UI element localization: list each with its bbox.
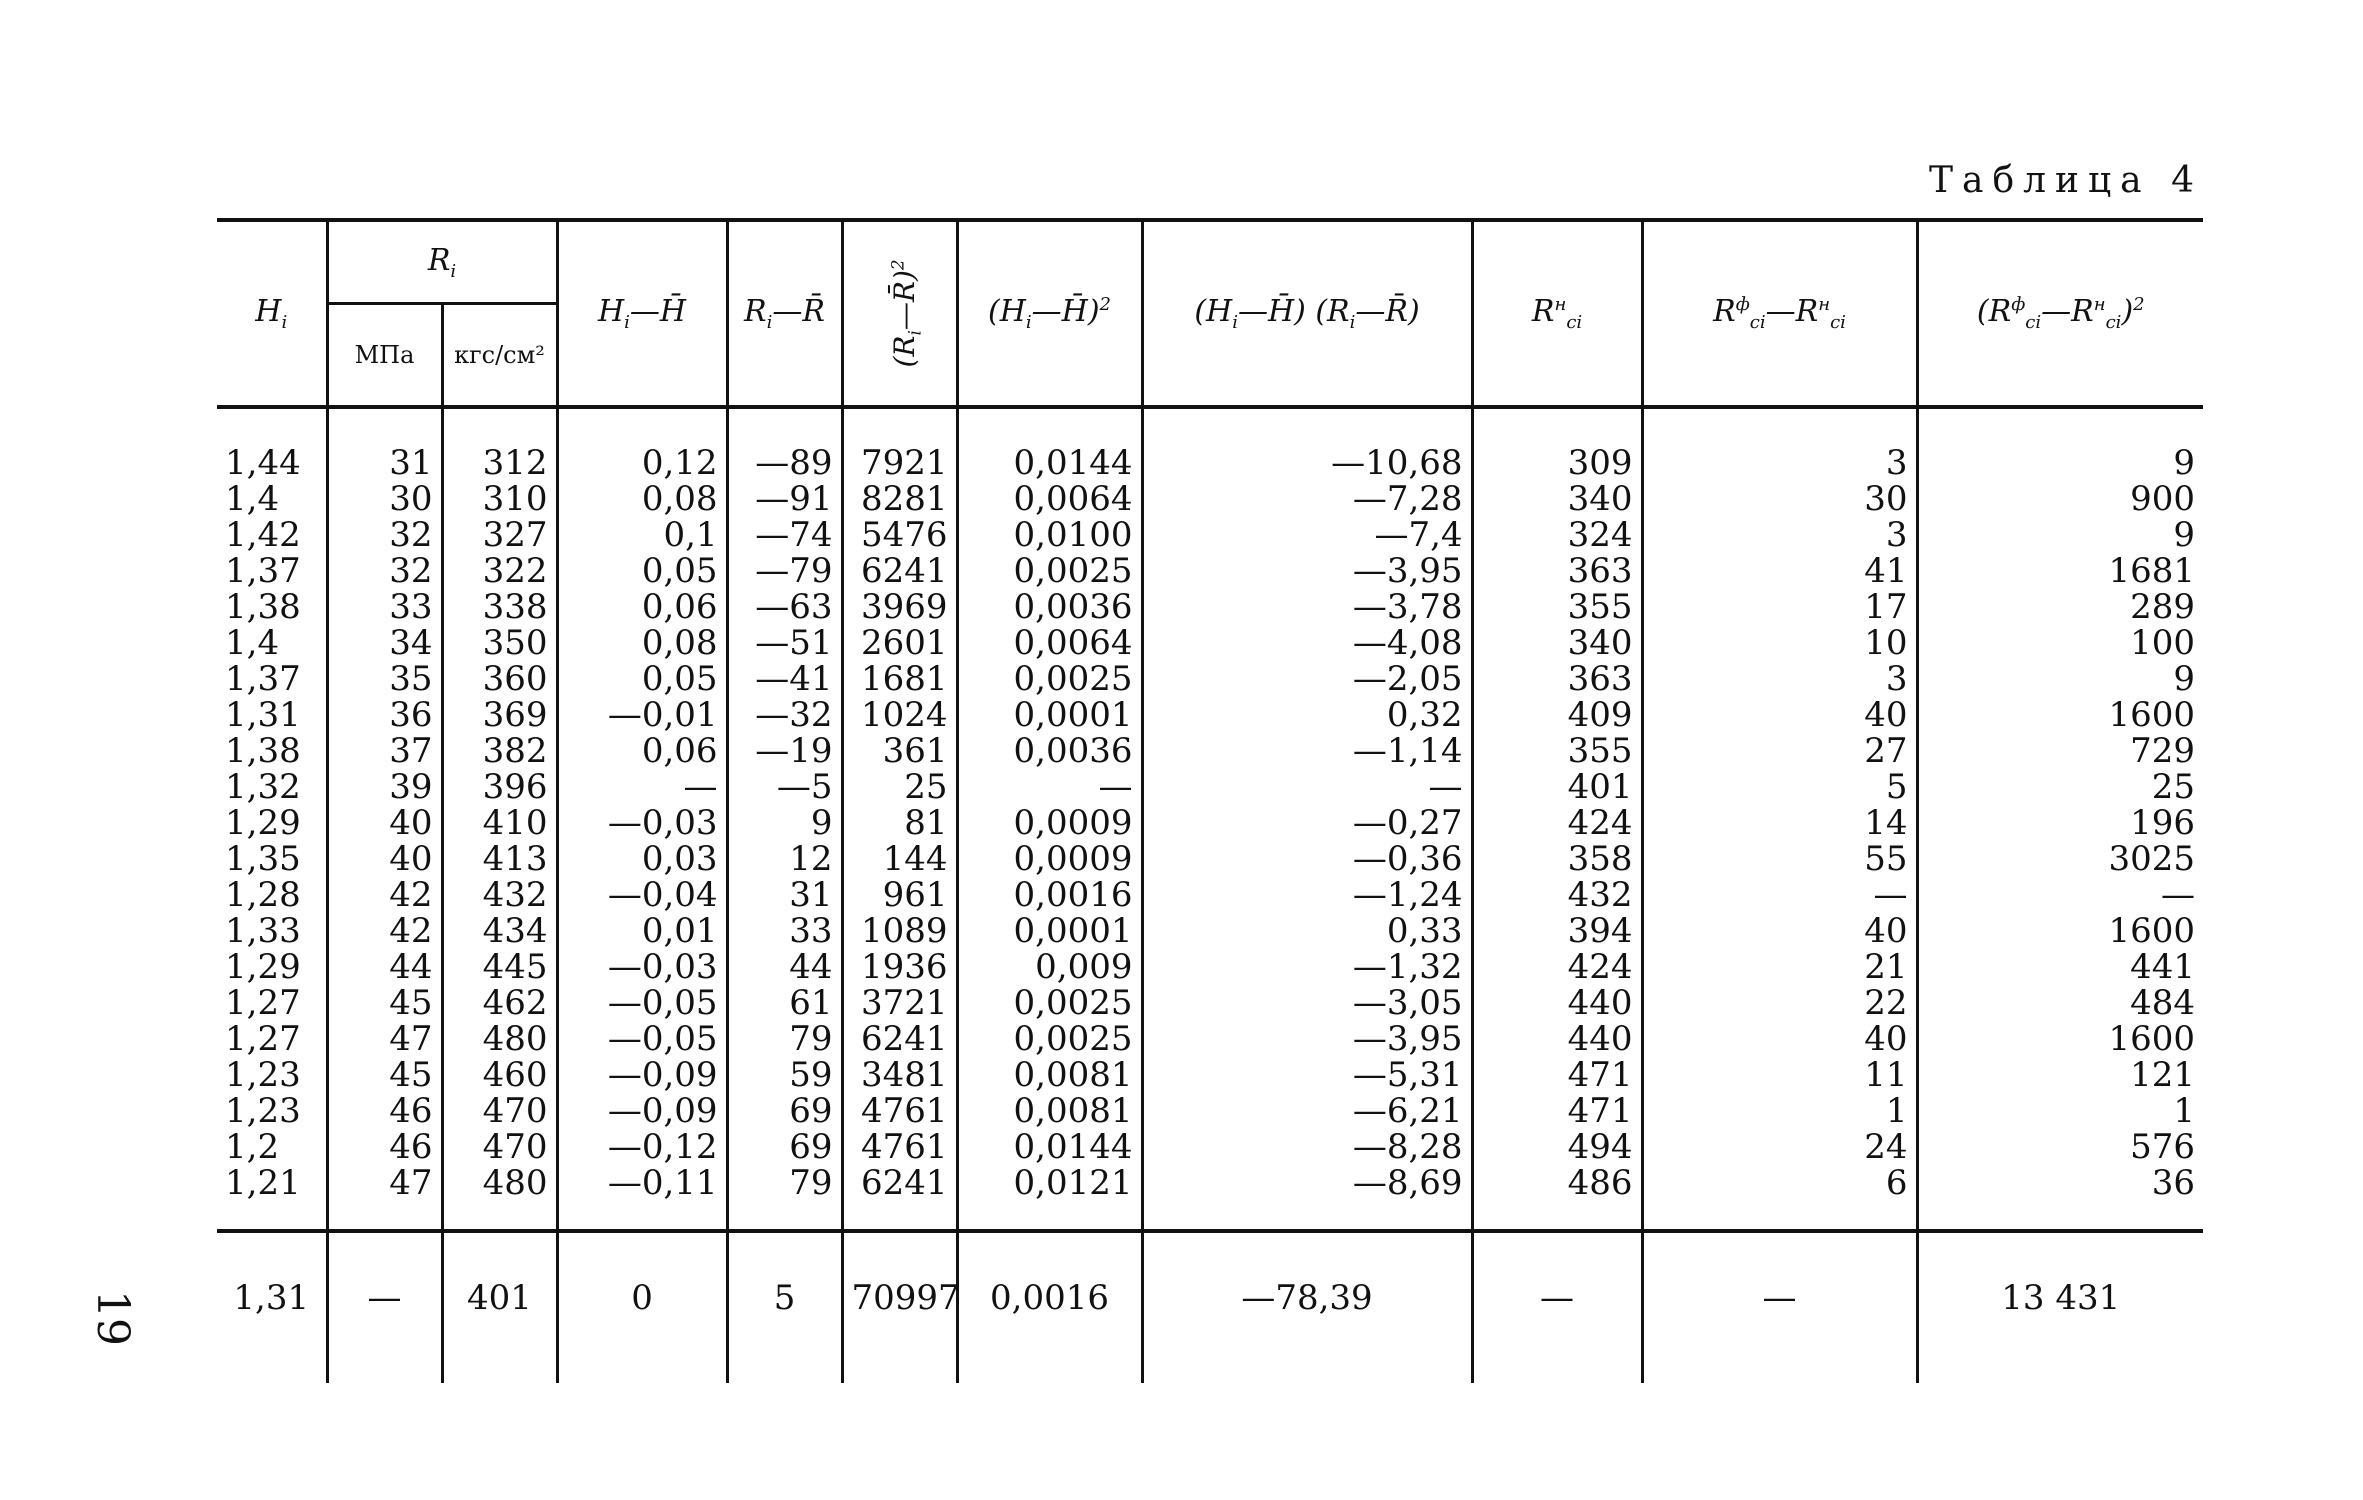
- cell-r-ci: 340: [1472, 625, 1642, 661]
- cell-r-delta: 22: [1642, 985, 1917, 1021]
- table-row: [217, 733, 2203, 769]
- cell-r-mpa: 47: [327, 1021, 442, 1057]
- table-title: Таблица 4: [1929, 160, 2203, 201]
- table-row: [217, 661, 2203, 697]
- cell-h-diff: —0,03: [557, 805, 727, 841]
- cell-h: 1,27: [225, 983, 301, 1023]
- cell-r-kgs: 382: [442, 733, 557, 769]
- cell-r-mpa: 40: [327, 841, 442, 877]
- cell-h: 1,29: [225, 803, 301, 843]
- cell-r-kgs: 312: [442, 407, 557, 481]
- cell-r-delta-sq: 576: [1917, 1129, 2203, 1165]
- cell-r-diff: 61: [727, 985, 842, 1021]
- cell-r-diff: —41: [727, 661, 842, 697]
- cell-r-diff-sq: 961: [842, 877, 957, 913]
- cell-r-delta: 40: [1642, 1021, 1917, 1057]
- cell-r-delta: 6: [1642, 1165, 1917, 1231]
- summary-r-ci: —: [1472, 1231, 1642, 1383]
- cell-r-ci: 340: [1472, 481, 1642, 517]
- cell-r-kgs: 350: [442, 625, 557, 661]
- cell-r-diff: —74: [727, 517, 842, 553]
- summary-h-diff-sq: 0,0016: [957, 1231, 1142, 1383]
- header-r: $R_i$: [327, 220, 557, 304]
- cell-r-diff-sq: 3969: [842, 589, 957, 625]
- table-header: [217, 220, 2203, 407]
- summary-product: —78,39: [1142, 1231, 1472, 1383]
- cell-h: 1,37: [225, 659, 301, 699]
- summary-r-diff-sq: 70997: [842, 1231, 957, 1383]
- cell-r-ci: 358: [1472, 841, 1642, 877]
- cell-h-diff: 0,12: [557, 407, 727, 481]
- data-table: [217, 218, 2203, 1383]
- summary-h: 1,31: [233, 1278, 310, 1318]
- cell-r-kgs: 480: [442, 1165, 557, 1231]
- cell-r-ci: 363: [1472, 553, 1642, 589]
- table-row: [217, 805, 2203, 841]
- summary-h-diff: 0: [557, 1231, 727, 1383]
- cell-h-diff-sq: 0,0121: [957, 1165, 1142, 1231]
- cell-h: 1,38: [225, 731, 301, 771]
- cell-r-ci: 324: [1472, 517, 1642, 553]
- cell-product: —1,24: [1142, 877, 1472, 913]
- cell-h-diff-sq: 0,0009: [957, 841, 1142, 877]
- cell-product: —8,69: [1142, 1165, 1472, 1231]
- cell-r-delta-sq: 1600: [1917, 1021, 2203, 1057]
- cell-h-diff-sq: 0,0036: [957, 589, 1142, 625]
- cell-r-diff: 44: [727, 949, 842, 985]
- cell-r-mpa: 42: [327, 877, 442, 913]
- cell-h-diff-sq: 0,0144: [957, 1129, 1142, 1165]
- cell-r-delta-sq: 196: [1917, 805, 2203, 841]
- cell-r-mpa: 46: [327, 1129, 442, 1165]
- summary-r-mpa: —: [327, 1231, 442, 1383]
- cell-h: 1,29: [225, 947, 301, 987]
- cell-h-diff: —0,11: [557, 1165, 727, 1231]
- cell-r-mpa: 31: [327, 407, 442, 481]
- cell-h-diff: 0,05: [557, 553, 727, 589]
- cell-product: 0,33: [1142, 913, 1472, 949]
- cell-r-diff-sq: 6241: [842, 553, 957, 589]
- cell-h-diff: 0,06: [557, 733, 727, 769]
- cell-h: 1,23: [225, 1055, 301, 1095]
- cell-r-kgs: 369: [442, 697, 557, 733]
- cell-h: 1,37: [225, 551, 301, 591]
- cell-r-mpa: 33: [327, 589, 442, 625]
- table-row: [217, 1129, 2203, 1165]
- table-row: [217, 913, 2203, 949]
- cell-h-diff: 0,05: [557, 661, 727, 697]
- table-summary: [217, 1231, 2203, 1383]
- cell-r-ci: 471: [1472, 1057, 1642, 1093]
- cell-r-diff-sq: 5476: [842, 517, 957, 553]
- cell-r-diff-sq: 4761: [842, 1093, 957, 1129]
- cell-r-delta: 21: [1642, 949, 1917, 985]
- header-h: $H_i$: [255, 294, 288, 333]
- cell-h-diff: 0,06: [557, 589, 727, 625]
- table-row: [217, 517, 2203, 553]
- cell-r-kgs: 432: [442, 877, 557, 913]
- cell-r-diff: 79: [727, 1165, 842, 1231]
- table-row: [217, 481, 2203, 517]
- cell-h-diff: —0,09: [557, 1093, 727, 1129]
- table-row: [217, 841, 2203, 877]
- table-row: [217, 1093, 2203, 1129]
- cell-h: 1,4: [225, 623, 280, 663]
- cell-r-kgs: 434: [442, 913, 557, 949]
- cell-r-delta: 3: [1642, 661, 1917, 697]
- cell-h-diff: 0,01: [557, 913, 727, 949]
- cell-h: 1,27: [225, 1019, 301, 1059]
- cell-h-diff: —0,05: [557, 1021, 727, 1057]
- cell-r-delta-sq: —: [1917, 877, 2203, 913]
- cell-r-mpa: 46: [327, 1093, 442, 1129]
- cell-r-diff: —51: [727, 625, 842, 661]
- cell-r-ci: 424: [1472, 949, 1642, 985]
- cell-r-mpa: 32: [327, 517, 442, 553]
- header-product: $(H_i—H̄)$ $(R_i—R̄)$: [1142, 220, 1472, 407]
- cell-h: 1,2: [225, 1127, 280, 1167]
- cell-product: —0,36: [1142, 841, 1472, 877]
- cell-r-mpa: 45: [327, 1057, 442, 1093]
- data-table-container: [217, 218, 2203, 1383]
- cell-h-diff-sq: 0,0025: [957, 1021, 1142, 1057]
- cell-r-ci: 424: [1472, 805, 1642, 841]
- header-r-delta-sq: $(R^ф_{ci}—R^н_{ci})^2$: [1917, 220, 2203, 407]
- cell-r-kgs: 360: [442, 661, 557, 697]
- table-row: [217, 985, 2203, 1021]
- cell-h-diff-sq: 0,0064: [957, 481, 1142, 517]
- table-row: [217, 407, 2203, 481]
- cell-product: —2,05: [1142, 661, 1472, 697]
- cell-r-delta-sq: 441: [1917, 949, 2203, 985]
- cell-r-mpa: 40: [327, 805, 442, 841]
- cell-product: —: [1142, 769, 1472, 805]
- table-row: [217, 553, 2203, 589]
- cell-r-ci: 432: [1472, 877, 1642, 913]
- cell-r-ci: 394: [1472, 913, 1642, 949]
- cell-h: 1,44: [225, 443, 301, 483]
- cell-h: 1,21: [225, 1163, 301, 1203]
- cell-h-diff: —: [557, 769, 727, 805]
- cell-r-ci: 409: [1472, 697, 1642, 733]
- summary-r-kgs: 401: [442, 1231, 557, 1383]
- cell-h-diff: —0,01: [557, 697, 727, 733]
- cell-r-mpa: 42: [327, 913, 442, 949]
- cell-r-kgs: 396: [442, 769, 557, 805]
- cell-r-kgs: 327: [442, 517, 557, 553]
- cell-h-diff-sq: 0,0025: [957, 985, 1142, 1021]
- cell-r-mpa: 45: [327, 985, 442, 1021]
- cell-r-diff-sq: 1936: [842, 949, 957, 985]
- cell-r-delta-sq: 1600: [1917, 913, 2203, 949]
- cell-product: 0,32: [1142, 697, 1472, 733]
- cell-r-diff: 59: [727, 1057, 842, 1093]
- cell-r-kgs: 310: [442, 481, 557, 517]
- cell-r-diff-sq: 25: [842, 769, 957, 805]
- cell-product: —8,28: [1142, 1129, 1472, 1165]
- cell-r-diff-sq: 3481: [842, 1057, 957, 1093]
- cell-r-delta-sq: 900: [1917, 481, 2203, 517]
- header-h-diff: $H_i—H̄$: [557, 220, 727, 407]
- cell-r-ci: 440: [1472, 985, 1642, 1021]
- cell-h-diff: 0,03: [557, 841, 727, 877]
- cell-r-ci: 309: [1472, 407, 1642, 481]
- cell-r-delta-sq: 729: [1917, 733, 2203, 769]
- cell-h: 1,33: [225, 911, 301, 951]
- cell-h: 1,32: [225, 767, 301, 807]
- cell-product: —3,95: [1142, 553, 1472, 589]
- cell-r-kgs: 413: [442, 841, 557, 877]
- cell-r-delta-sq: 36: [1917, 1165, 2203, 1231]
- table-row: [217, 697, 2203, 733]
- cell-r-delta: 10: [1642, 625, 1917, 661]
- summary-r-delta: —: [1642, 1231, 1917, 1383]
- cell-product: —7,4: [1142, 517, 1472, 553]
- cell-h-diff: 0,08: [557, 481, 727, 517]
- cell-r-diff: 9: [727, 805, 842, 841]
- cell-product: —3,05: [1142, 985, 1472, 1021]
- cell-h-diff-sq: 0,0100: [957, 517, 1142, 553]
- cell-r-diff-sq: 1024: [842, 697, 957, 733]
- cell-h: 1,4: [225, 479, 280, 519]
- cell-product: —6,21: [1142, 1093, 1472, 1129]
- cell-r-delta-sq: 9: [1917, 661, 2203, 697]
- cell-r-delta-sq: 3025: [1917, 841, 2203, 877]
- cell-h: 1,28: [225, 875, 301, 915]
- cell-h-diff: 0,1: [557, 517, 727, 553]
- cell-r-delta-sq: 121: [1917, 1057, 2203, 1093]
- cell-r-delta-sq: 484: [1917, 985, 2203, 1021]
- cell-r-diff: —91: [727, 481, 842, 517]
- cell-r-mpa: 36: [327, 697, 442, 733]
- cell-r-delta-sq: 1: [1917, 1093, 2203, 1129]
- cell-r-diff: —32: [727, 697, 842, 733]
- cell-h-diff-sq: 0,0001: [957, 913, 1142, 949]
- cell-h-diff: —0,12: [557, 1129, 727, 1165]
- cell-h-diff-sq: 0,009: [957, 949, 1142, 985]
- cell-h-diff-sq: 0,0144: [957, 407, 1142, 481]
- cell-r-mpa: 44: [327, 949, 442, 985]
- cell-product: —3,95: [1142, 1021, 1472, 1057]
- table-row: [217, 769, 2203, 805]
- cell-r-diff-sq: 144: [842, 841, 957, 877]
- cell-r-diff: 79: [727, 1021, 842, 1057]
- cell-r-delta: 11: [1642, 1057, 1917, 1093]
- cell-r-ci: 355: [1472, 733, 1642, 769]
- cell-h-diff: —0,05: [557, 985, 727, 1021]
- header-r-ci: $R^н_{ci}$: [1472, 220, 1642, 407]
- cell-r-ci: 471: [1472, 1093, 1642, 1129]
- cell-r-delta: 27: [1642, 733, 1917, 769]
- cell-h: 1,31: [225, 695, 301, 735]
- cell-h-diff-sq: 0,0025: [957, 553, 1142, 589]
- cell-r-ci: 486: [1472, 1165, 1642, 1231]
- cell-r-mpa: 47: [327, 1165, 442, 1231]
- cell-r-delta: 30: [1642, 481, 1917, 517]
- cell-product: —4,08: [1142, 625, 1472, 661]
- cell-r-diff-sq: 1681: [842, 661, 957, 697]
- cell-h: 1,38: [225, 587, 301, 627]
- header-r-mpa: МПа: [327, 304, 442, 408]
- cell-r-delta-sq: 1681: [1917, 553, 2203, 589]
- cell-h-diff-sq: 0,0001: [957, 697, 1142, 733]
- cell-r-kgs: 460: [442, 1057, 557, 1093]
- cell-r-kgs: 410: [442, 805, 557, 841]
- summary-row: [217, 1231, 2203, 1383]
- cell-r-mpa: 35: [327, 661, 442, 697]
- cell-r-delta-sq: 1600: [1917, 697, 2203, 733]
- cell-r-diff: 33: [727, 913, 842, 949]
- cell-product: —1,14: [1142, 733, 1472, 769]
- summary-r-diff: 5: [727, 1231, 842, 1383]
- cell-r-mpa: 39: [327, 769, 442, 805]
- cell-r-ci: 494: [1472, 1129, 1642, 1165]
- cell-r-diff-sq: 361: [842, 733, 957, 769]
- cell-r-kgs: 462: [442, 985, 557, 1021]
- table-body: [217, 407, 2203, 1231]
- cell-r-delta-sq: 100: [1917, 625, 2203, 661]
- cell-h: 1,42: [225, 515, 301, 555]
- table-row: [217, 625, 2203, 661]
- table-row: [217, 1057, 2203, 1093]
- cell-r-delta: 40: [1642, 697, 1917, 733]
- cell-r-delta: 1: [1642, 1093, 1917, 1129]
- cell-r-diff-sq: 6241: [842, 1021, 957, 1057]
- cell-r-diff: —19: [727, 733, 842, 769]
- cell-r-diff: 69: [727, 1093, 842, 1129]
- cell-r-delta: 3: [1642, 407, 1917, 481]
- cell-h-diff-sq: —: [957, 769, 1142, 805]
- cell-r-diff-sq: 81: [842, 805, 957, 841]
- cell-r-kgs: 445: [442, 949, 557, 985]
- cell-h-diff-sq: 0,0081: [957, 1057, 1142, 1093]
- page-number: 19: [87, 1290, 138, 1346]
- cell-r-kgs: 338: [442, 589, 557, 625]
- cell-r-kgs: 470: [442, 1093, 557, 1129]
- cell-r-delta: 55: [1642, 841, 1917, 877]
- cell-r-mpa: 37: [327, 733, 442, 769]
- cell-h-diff: 0,08: [557, 625, 727, 661]
- cell-r-diff-sq: 3721: [842, 985, 957, 1021]
- header-r-delta: $R^ф_{ci}—R^н_{ci}$: [1642, 220, 1917, 407]
- summary-r-delta-sq: 13 431: [1917, 1231, 2203, 1383]
- cell-h-diff: —0,09: [557, 1057, 727, 1093]
- cell-r-diff-sq: 6241: [842, 1165, 957, 1231]
- cell-r-delta-sq: 9: [1917, 407, 2203, 481]
- cell-h-diff-sq: 0,0025: [957, 661, 1142, 697]
- cell-r-delta: 3: [1642, 517, 1917, 553]
- table-row: [217, 877, 2203, 913]
- cell-product: —5,31: [1142, 1057, 1472, 1093]
- cell-r-diff-sq: 1089: [842, 913, 957, 949]
- cell-r-diff: —5: [727, 769, 842, 805]
- cell-r-delta: 24: [1642, 1129, 1917, 1165]
- cell-h: 1,23: [225, 1091, 301, 1131]
- cell-r-diff-sq: 4761: [842, 1129, 957, 1165]
- cell-h-diff-sq: 0,0081: [957, 1093, 1142, 1129]
- cell-r-diff: —89: [727, 407, 842, 481]
- cell-h-diff-sq: 0,0016: [957, 877, 1142, 913]
- header-h-diff-sq: $(H_i—H̄)^2$: [957, 220, 1142, 407]
- cell-r-ci: 401: [1472, 769, 1642, 805]
- cell-r-ci: 440: [1472, 1021, 1642, 1057]
- cell-product: —3,78: [1142, 589, 1472, 625]
- cell-r-kgs: 470: [442, 1129, 557, 1165]
- cell-r-delta: 14: [1642, 805, 1917, 841]
- cell-r-kgs: 322: [442, 553, 557, 589]
- header-r-diff: $R_i—R̄$: [727, 220, 842, 407]
- cell-r-diff: —63: [727, 589, 842, 625]
- cell-r-diff: 31: [727, 877, 842, 913]
- header-r-kgs: кгс/см²: [442, 304, 557, 408]
- table-row: [217, 589, 2203, 625]
- cell-h-diff: —0,04: [557, 877, 727, 913]
- cell-product: —10,68: [1142, 407, 1472, 481]
- cell-product: —0,27: [1142, 805, 1472, 841]
- cell-r-mpa: 30: [327, 481, 442, 517]
- cell-r-delta: 41: [1642, 553, 1917, 589]
- cell-r-diff: —79: [727, 553, 842, 589]
- cell-r-delta: 17: [1642, 589, 1917, 625]
- cell-h-diff-sq: 0,0009: [957, 805, 1142, 841]
- cell-r-kgs: 480: [442, 1021, 557, 1057]
- cell-r-delta: 40: [1642, 913, 1917, 949]
- cell-h-diff-sq: 0,0036: [957, 733, 1142, 769]
- cell-r-delta-sq: 25: [1917, 769, 2203, 805]
- table-row: [217, 1165, 2203, 1231]
- header-r-diff-sq: $(R_i—R̄)^2$: [842, 220, 957, 407]
- cell-r-mpa: 34: [327, 625, 442, 661]
- cell-r-diff: 12: [727, 841, 842, 877]
- cell-h-diff: —0,03: [557, 949, 727, 985]
- cell-r-mpa: 32: [327, 553, 442, 589]
- table-row: [217, 949, 2203, 985]
- cell-r-delta-sq: 9: [1917, 517, 2203, 553]
- cell-r-delta: 5: [1642, 769, 1917, 805]
- cell-h: 1,35: [225, 839, 301, 879]
- cell-h-diff-sq: 0,0064: [957, 625, 1142, 661]
- cell-r-ci: 363: [1472, 661, 1642, 697]
- cell-r-ci: 355: [1472, 589, 1642, 625]
- cell-product: —7,28: [1142, 481, 1472, 517]
- cell-r-delta-sq: 289: [1917, 589, 2203, 625]
- cell-r-diff-sq: 7921: [842, 407, 957, 481]
- table-row: [217, 1021, 2203, 1057]
- cell-r-diff-sq: 2601: [842, 625, 957, 661]
- cell-r-delta: —: [1642, 877, 1917, 913]
- cell-product: —1,32: [1142, 949, 1472, 985]
- cell-r-diff-sq: 8281: [842, 481, 957, 517]
- cell-r-diff: 69: [727, 1129, 842, 1165]
